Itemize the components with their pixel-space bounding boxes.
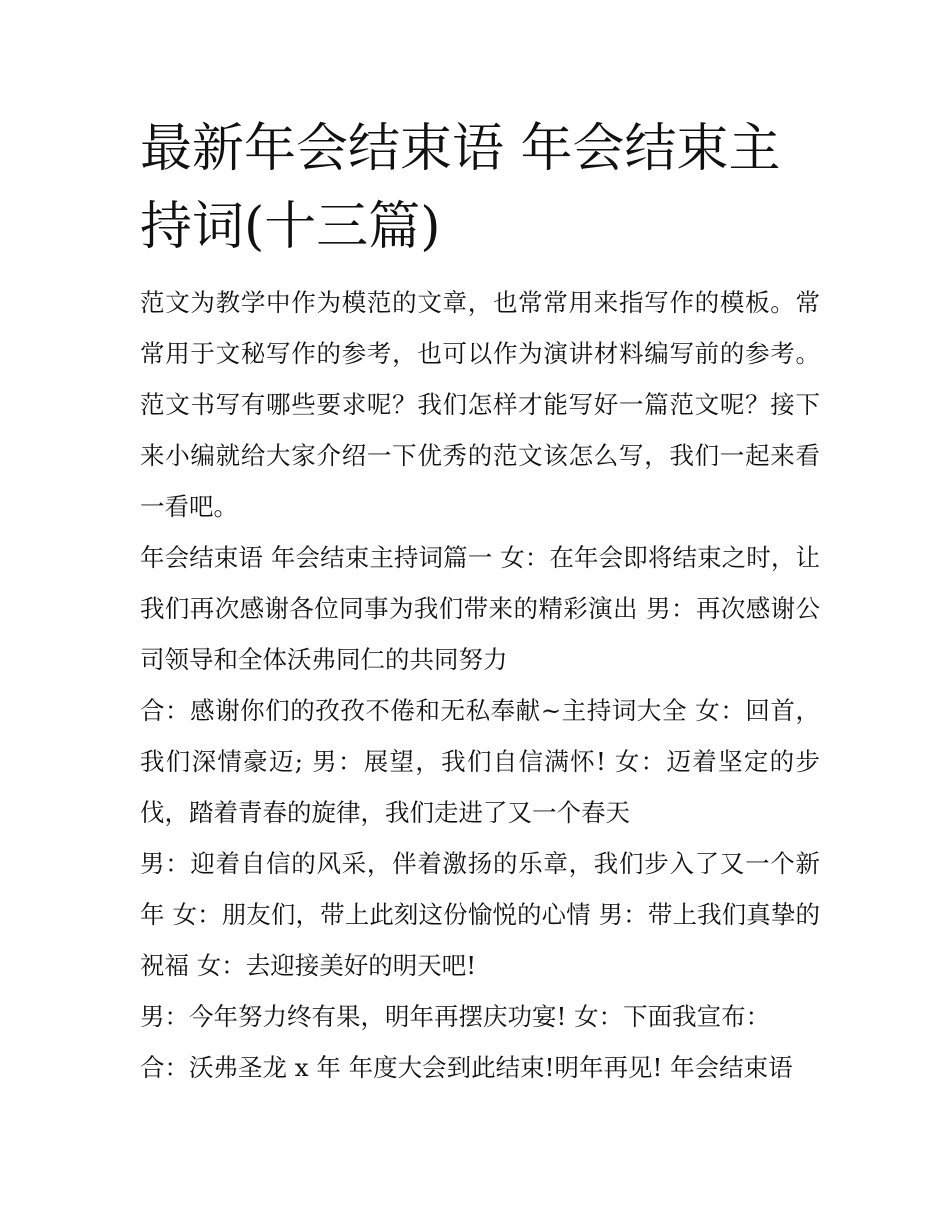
document-body <box>140 277 820 1093</box>
paragraph-2: 合：感谢你们的孜孜不倦和无私奉献~主持词大全 女：回首，我们深情豪迈; 男：展望，我们自信满怀! 女：迈着坚定的步伐，踏着青春的旋律，我们走进了又一个春天 <box>140 696 820 827</box>
paragraph-1: 年会结束语 年会结束主持词篇一 女：在年会即将结束之时，让我们再次感谢各位同事为我们带来的精彩演出 男：再次感谢公司领导和全体沃弗同仁的共同努力 <box>140 543 820 674</box>
document-title: 最新年会结束语 年会结束主持词(十三篇) <box>140 119 781 257</box>
paragraph-5: 合：沃弗圣龙 x 年 年度大会到此结束!明年再见! 年会结束语 <box>140 1053 793 1082</box>
paragraph-3: 男：迎着自信的风采，伴着激扬的乐章，我们步入了又一个新年 女：朋友们，带上此刻这份愉悦的心情 男：带上我们真挚的祝福 女：去迎接美好的明天吧! <box>140 849 820 980</box>
paragraph-4: 男：今年努力终有果，明年再摆庆功宴! 女：下面我宣布： <box>140 1002 771 1031</box>
paragraph-intro: 范文为教学中作为模范的文章，也常常用来指写作的模板。常常用于文秘写作的参考，也可以作为演讲材料编写前的参考。范文书写有哪些要求呢？我们怎样才能写好一篇范文呢？接下来小编就给大家介绍一下优秀的范文该怎么写，我们一起来看一看吧。 <box>140 288 820 521</box>
